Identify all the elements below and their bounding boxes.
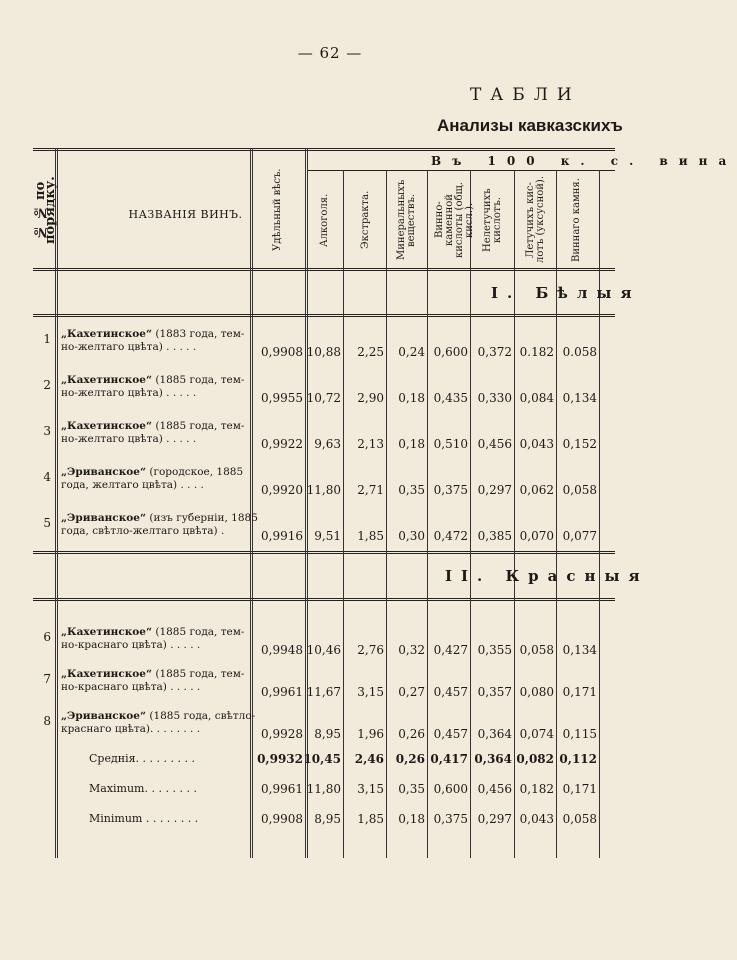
cell-tartar: 0,115 (562, 727, 597, 741)
wine-name-title: „Кахетинское“ (61, 328, 153, 340)
table-row (33, 512, 615, 552)
table-row (33, 466, 615, 506)
wine-name (61, 328, 281, 354)
cell-mineral: 0,26 (395, 752, 425, 766)
cell-mineral: 0,26 (398, 727, 425, 741)
cell-alcohol: 8,95 (314, 727, 341, 741)
cell-tartar: 0,112 (559, 752, 597, 766)
cell-nonvolatile: 0,297 (477, 812, 512, 826)
cell-specific-gravity: 0,9920 (261, 483, 303, 497)
cell-specific-gravity: 0,9908 (261, 345, 303, 359)
cell-alcohol: 11,80 (306, 483, 341, 497)
row-number: 3 (43, 424, 51, 438)
table-title: ТАБЛИ (470, 85, 581, 105)
cell-nonvolatile: 0,357 (477, 685, 512, 699)
cell-volatile: 0,074 (519, 727, 554, 741)
row-number: 6 (43, 630, 51, 644)
wine-name (61, 710, 281, 736)
wine-name-line1: (1885 года, свѣтло- (146, 710, 256, 722)
cell-alcohol: 10,88 (306, 345, 341, 359)
cell-specific-gravity: 0,9908 (261, 812, 303, 826)
row-number: 4 (43, 470, 51, 484)
cell-volatile: 0,058 (519, 643, 554, 657)
cell-extract: 1,85 (357, 529, 384, 543)
wine-name-line2: но-желтаго цвѣта) . . . . . (61, 387, 197, 399)
cell-mineral: 0,35 (398, 483, 425, 497)
summary-row (33, 812, 615, 852)
cell-tartar: 0,152 (562, 437, 597, 451)
cell-alcohol: 9,63 (314, 437, 341, 451)
cell-nonvolatile: 0,364 (474, 752, 512, 766)
wine-name-line2: но-краснаго цвѣта) . . . . . (61, 639, 201, 651)
wine-name-line1: (1885 года, тем- (152, 374, 245, 386)
wine-name-line2: года, свѣтло-желтаго цвѣта) . (61, 525, 225, 537)
wine-analysis-table (33, 148, 737, 858)
row-number: 1 (43, 332, 51, 346)
wine-name-title: „Кахетинское“ (61, 668, 153, 680)
cell-mineral: 0,24 (398, 345, 425, 359)
header-alcohol: Алкоголя. (319, 193, 330, 247)
table-row (33, 626, 615, 666)
cell-tartar: 0,134 (562, 643, 597, 657)
cell-extract: 1,85 (357, 812, 384, 826)
wine-name-title: „Эриванское“ (61, 466, 147, 478)
table-row (33, 420, 615, 460)
cell-extract: 2,71 (357, 483, 384, 497)
cell-volatile: 0.182 (519, 345, 554, 359)
cell-volatile: 0,084 (519, 391, 554, 405)
cell-mineral: 0,18 (398, 812, 425, 826)
cell-nonvolatile: 0,330 (477, 391, 512, 405)
cell-volatile: 0,080 (519, 685, 554, 699)
cell-specific-gravity: 0,9961 (261, 685, 303, 699)
header-per-100-cc: Въ 100 к. с. вина (431, 154, 737, 168)
cell-extract: 2,13 (357, 437, 384, 451)
wine-name-title: „Кахетинское“ (61, 374, 153, 386)
summary-label: Maximum. . . . . . . . (89, 782, 197, 795)
cell-tartar: 0,134 (562, 391, 597, 405)
section-red: II. Красныя (445, 567, 649, 585)
table-row (33, 668, 615, 708)
cell-alcohol: 10,45 (303, 752, 341, 766)
cell-tartaric: 0,427 (433, 643, 468, 657)
cell-specific-gravity: 0,9932 (257, 752, 303, 766)
row-number: 2 (43, 378, 51, 392)
cell-extract: 3,15 (357, 782, 384, 796)
cell-alcohol: 8,95 (314, 812, 341, 826)
cell-volatile: 0,070 (519, 529, 554, 543)
wine-name-line2: года, желтаго цвѣта) . . . . (61, 479, 204, 491)
cell-tartaric: 0,600 (433, 782, 468, 796)
header-specific-gravity: Удѣльный вѣсъ. (272, 168, 283, 252)
cell-extract: 2,90 (357, 391, 384, 405)
header-order-no: № № по порядку. (33, 176, 58, 244)
cell-tartar: 0.058 (562, 345, 597, 359)
cell-volatile: 0,043 (519, 437, 554, 451)
wine-name-title: „Эриванское“ (61, 512, 147, 524)
cell-extract: 1,96 (357, 727, 384, 741)
cell-mineral: 0,35 (398, 782, 425, 796)
cell-volatile: 0,182 (519, 782, 554, 796)
wine-name-line1: (1885 года, тем- (152, 668, 245, 680)
cell-alcohol: 10,46 (306, 643, 341, 657)
cell-nonvolatile: 0,297 (477, 483, 512, 497)
wine-name (61, 626, 281, 652)
header-tartaric: Винно-каменной кислоты (общ. кисл.). (434, 182, 475, 258)
wine-name-line2: но-краснаго цвѣта) . . . . . (61, 681, 201, 693)
wine-name (61, 512, 281, 538)
wine-name-title: „Кахетинское“ (61, 420, 153, 432)
row-number: 8 (43, 714, 51, 728)
cell-tartar: 0,077 (562, 529, 597, 543)
row-number: 5 (43, 516, 51, 530)
cell-nonvolatile: 0,355 (477, 643, 512, 657)
cell-tartaric: 0,435 (433, 391, 468, 405)
cell-tartaric: 0,417 (430, 752, 468, 766)
wine-name-line1: (городское, 1885 (146, 466, 244, 478)
wine-name-line2: краснаго цвѣта). . . . . . . . (61, 723, 201, 735)
cell-alcohol: 11,80 (306, 782, 341, 796)
wine-name (61, 466, 281, 492)
cell-mineral: 0,30 (398, 529, 425, 543)
cell-nonvolatile: 0,456 (477, 437, 512, 451)
cell-tartaric: 0,457 (433, 727, 468, 741)
wine-name (61, 420, 281, 446)
wine-name (61, 374, 281, 400)
cell-nonvolatile: 0,364 (477, 727, 512, 741)
table-subtitle: Анализы кавказскихъ (437, 116, 623, 135)
row-number: 7 (43, 672, 51, 686)
cell-specific-gravity: 0,9916 (261, 529, 303, 543)
cell-tartaric: 0,375 (433, 812, 468, 826)
cell-mineral: 0,32 (398, 643, 425, 657)
cell-mineral: 0,27 (398, 685, 425, 699)
wine-name-line2: но-желтаго цвѣта) . . . . . (61, 433, 197, 445)
wine-name-line1: (1883 года, тем- (152, 328, 245, 340)
cell-specific-gravity: 0,9922 (261, 437, 303, 451)
cell-extract: 2,76 (357, 643, 384, 657)
wine-name-line1: (1885 года, тем- (152, 626, 245, 638)
cell-extract: 3,15 (357, 685, 384, 699)
summary-label: Среднія. . . . . . . . . (89, 752, 195, 765)
cell-nonvolatile: 0,385 (477, 529, 512, 543)
header-nonvolatile: Нелетучихъ кислотъ. (482, 188, 503, 252)
wine-name-line1: (изъ губерніи, 1885 (146, 512, 258, 524)
cell-tartaric: 0,600 (433, 345, 468, 359)
page-number: — 62 — (297, 44, 363, 62)
header-extract: Экстракта. (360, 190, 371, 250)
cell-extract: 2,46 (354, 752, 384, 766)
cell-tartar: 0,058 (562, 483, 597, 497)
cell-alcohol: 11,67 (306, 685, 341, 699)
cell-alcohol: 10,72 (306, 391, 341, 405)
cell-tartar: 0,171 (562, 782, 597, 796)
cell-mineral: 0,18 (398, 437, 425, 451)
cell-tartar: 0,058 (562, 812, 597, 826)
cell-volatile: 0,082 (516, 752, 554, 766)
header-volatile: Летучихъ кис- лотъ (уксусной). (525, 176, 546, 264)
cell-mineral: 0,18 (398, 391, 425, 405)
cell-alcohol: 9,51 (314, 529, 341, 543)
cell-tartar: 0,171 (562, 685, 597, 699)
wine-name-line2: но-желтаго цвѣта) . . . . . (61, 341, 197, 353)
wine-name-line1: (1885 года, тем- (152, 420, 245, 432)
section-white: I. Бѣлыя (491, 284, 641, 302)
cell-tartaric: 0,472 (433, 529, 468, 543)
table-row (33, 374, 615, 414)
table-row (33, 328, 615, 368)
cell-nonvolatile: 0,456 (477, 782, 512, 796)
cell-specific-gravity: 0,9955 (261, 391, 303, 405)
cell-tartaric: 0,375 (433, 483, 468, 497)
wine-name-title: „Кахетинское“ (61, 626, 153, 638)
cell-specific-gravity: 0,9961 (261, 782, 303, 796)
cell-volatile: 0,043 (519, 812, 554, 826)
cell-specific-gravity: 0,9928 (261, 727, 303, 741)
cell-extract: 2,25 (357, 345, 384, 359)
header-mineral: Минеральныхъ веществъ. (396, 179, 417, 261)
header-wine-names: НАЗВАНІЯ ВИНЪ. (128, 208, 243, 221)
cell-nonvolatile: 0,372 (477, 345, 512, 359)
cell-specific-gravity: 0,9948 (261, 643, 303, 657)
summary-label: Minimum . . . . . . . . (89, 812, 199, 825)
cell-tartaric: 0,457 (433, 685, 468, 699)
header-tartar: Виннаго камня. (571, 178, 582, 262)
wine-name-title: „Эриванское“ (61, 710, 147, 722)
wine-name (61, 668, 281, 694)
table-row (33, 710, 615, 750)
cell-volatile: 0,062 (519, 483, 554, 497)
cell-tartaric: 0,510 (433, 437, 468, 451)
